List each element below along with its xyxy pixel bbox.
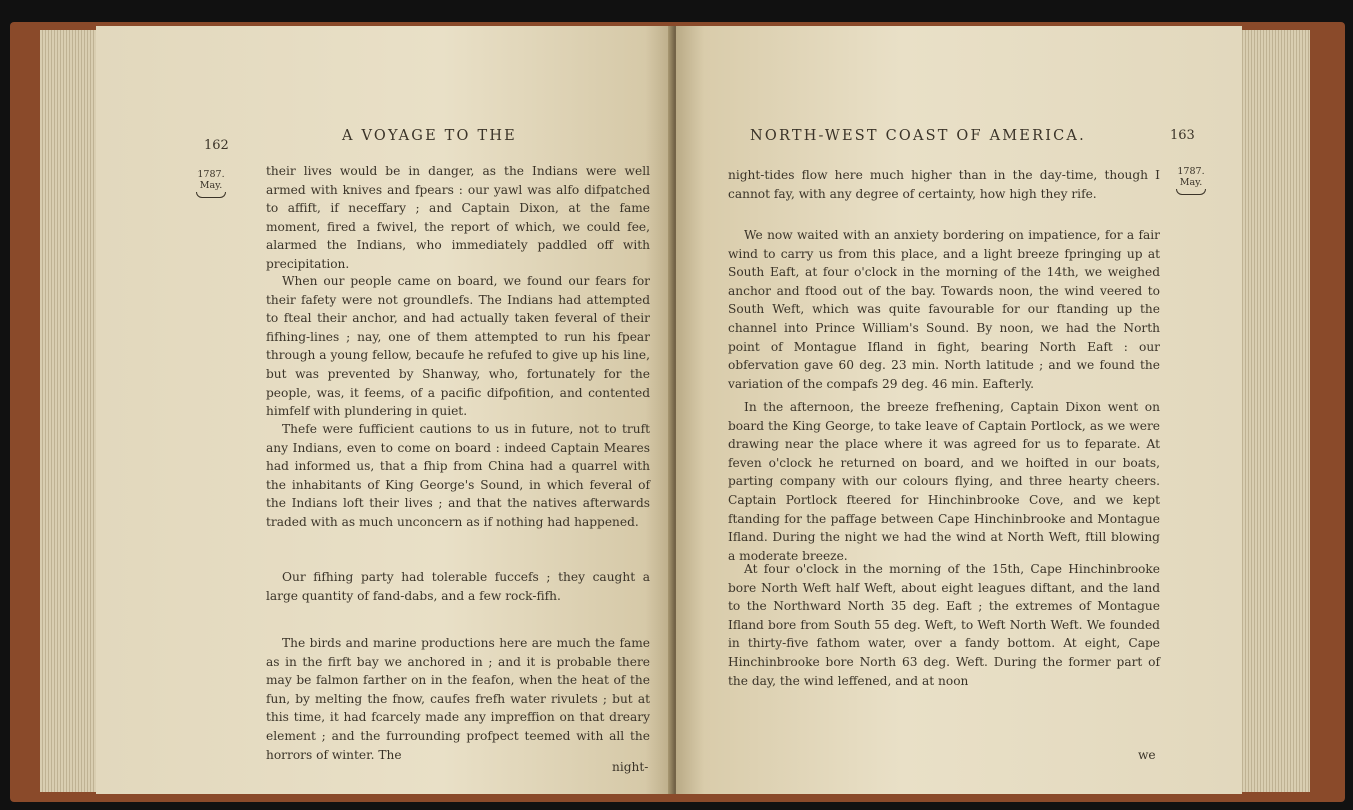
left-margin-note [196, 169, 226, 198]
left-page [96, 26, 674, 794]
left-running-head: A VOYAGE TO THE [342, 128, 517, 144]
left-paragraph-4: Our fifhing party had tolerable fuccefs ; they caught a large quantity of fand-dabs, and a few rock-fifh. [266, 570, 650, 603]
left-page-number: 162 [204, 138, 229, 153]
margin-note-month: May. [199, 180, 223, 191]
right-margin-note [1176, 166, 1206, 195]
right-paragraph-2: We now waited with an anxiety bordering on impatience, for a fair wind to carry us from this place, and a light breeze fpringing up at South Eaft, at four o'clock in the morning of the 14th, we weighed anchor and ftood out of the bay. Towards noon, the wind veered to South Weft, which was quite favourable for our ftanding up the channel into Prince William's Sound. By noon, we had the North point of Montague Ifland in fight, bearing North Eaft : our obfervation gave 60 deg. 23 min. North latitude ; and we found the variation of the compafs 29 deg. 46 min. Eafterly. [728, 228, 1160, 391]
margin-brace [196, 192, 226, 198]
left-paragraph-3: Thefe were fufficient cautions to us in future, not to truft any Indians, even to come on board : indeed Captain Meares had informed us, that a fhip from China had a quarrel with the inhabitants of King George's Sound, in which feveral of the Indians loft their lives ; and that the natives afterwards traded with as much unconcern as if nothing had happened. [266, 422, 650, 529]
page-edges-right [1240, 30, 1310, 792]
right-paragraph-4: At four o'clock in the morning of the 15th, Cape Hinchinbrooke bore North Weft half Weft, about eight leagues diftant, and the land to the Northward North 35 deg. Eaft ; the extremes of Montague Ifland bore from South 55 deg. Weft, to Weft North Weft. We founded in thirty-five fathom water, over a fandy bottom. At eight, Cape Hinchinbrooke bore North 63 deg. Weft. During the former part of the day, the wind leffened, and at noon [728, 562, 1160, 688]
margin-note-month: May. [1179, 177, 1203, 188]
right-paragraph-1: night-tides flow here much higher than in the day-time, though I cannot fay, with any degree of certainty, how high they rife. [728, 168, 1160, 201]
right-catchword: we [1138, 748, 1156, 762]
right-running-head: NORTH-WEST COAST OF AMERICA. [750, 128, 1086, 144]
margin-note-year: 1787. [1177, 166, 1205, 177]
left-paragraph-5: The birds and marine productions here are much the fame as in the firft bay we anchored in ; and it is probable there may be falmon farther on in the feafon, when the heat of the fun, by melting the fnow, caufes frefh water rivulets ; but at this time, it had fcarcely made any impreffion on that dreary element ; and the furrounding profpect teemed with all the horrors of winter. The [266, 636, 650, 762]
margin-note-year: 1787. [197, 169, 225, 180]
right-paragraph-3: In the afternoon, the breeze frefhening, Captain Dixon went on board the King George, to take leave of Captain Portlock, as we were drawing near the place where it was agreed for us to feparate. At feven o'clock he returned on board, and we hoifted in our boats, parting company with our colours flying, and three hearty cheers. Captain Portlock fteered for Hinchinbrooke Cove, and we kept ftanding for the paffage between Cape Hinchinbrooke and Montague Ifland. During the night we had the wind at North Weft, ftill blowing a moderate breeze. [728, 400, 1160, 563]
right-page-number: 163 [1170, 128, 1195, 143]
margin-brace [1176, 189, 1206, 195]
right-page [676, 26, 1242, 794]
left-catchword: night- [612, 760, 649, 774]
page-edges-left [40, 30, 100, 792]
left-paragraph-1: their lives would be in danger, as the Indians were well armed with knives and fpears : our yawl was alfo difpatched to affift, if neceffary ; and Captain Dixon, at the fame moment, fired a fwivel, the report of which, we could fee, alarmed the Indians, who immediately paddled off with precipitation. [266, 164, 650, 271]
left-paragraph-2: When our people came on board, we found our fears for their fafety were not groundlefs. The Indians had attempted to fteal their anchor, and had actually taken feveral of their fifhing-lines ; nay, one of them attempted to run his fpear through a young fellow, becaufe he refufed to give up his line, but was prevented by Shanway, who, fortunately for the people, was, it feems, of a pacific difpofition, and contented himfelf with plundering in quiet. [266, 274, 650, 419]
